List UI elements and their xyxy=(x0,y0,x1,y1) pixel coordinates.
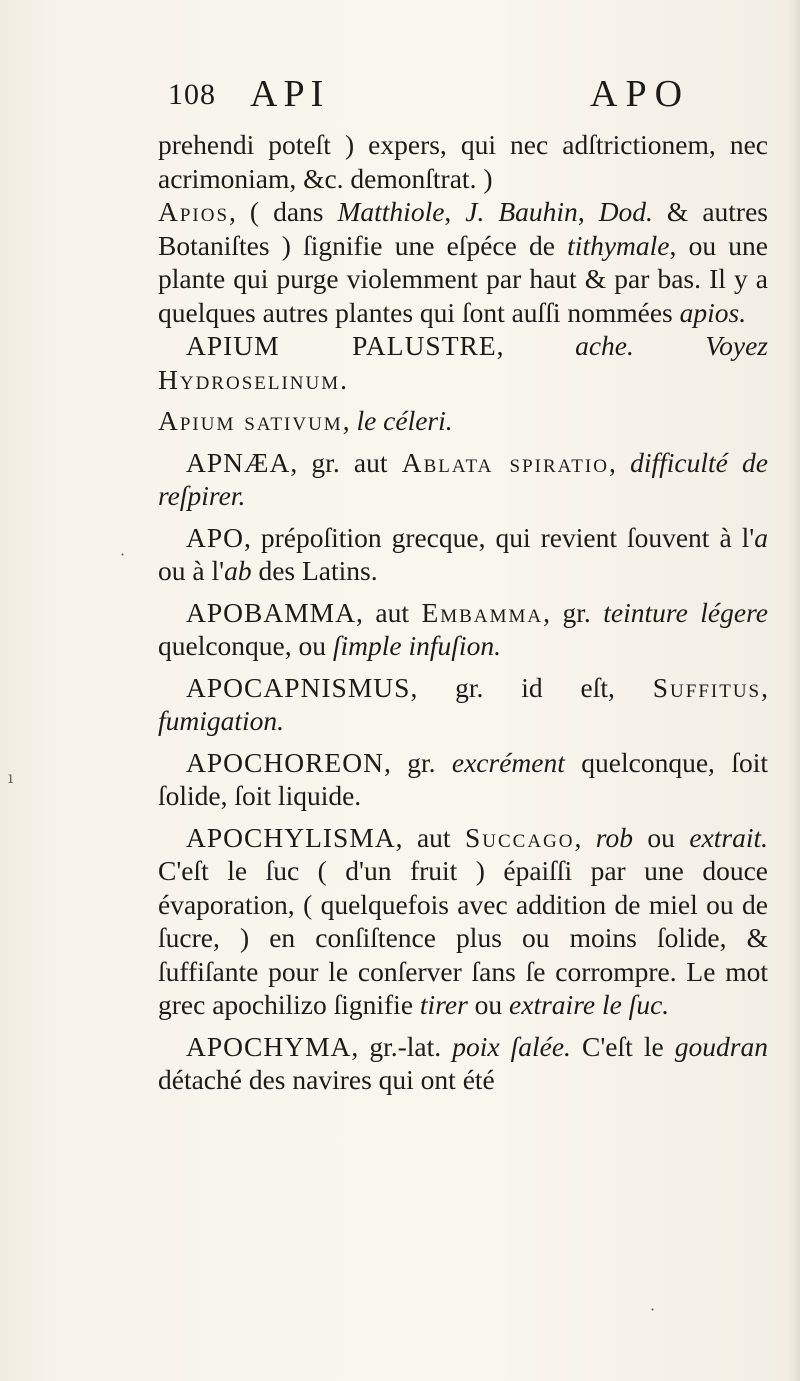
entry-text: , gr. id eſt, xyxy=(410,671,653,703)
entry-headword: APOBAMMA xyxy=(186,596,356,628)
entry-small-caps: Succago xyxy=(464,821,575,853)
entry-italic: a xyxy=(754,521,768,553)
entry-apocapnismus xyxy=(158,671,768,738)
entry-small-caps: Hydroselinum. xyxy=(158,363,350,395)
entry-italic: ſimple infuſion. xyxy=(332,630,501,661)
entry-italic: Matthiole xyxy=(337,196,445,227)
entry-headword: APIUM PALUSTRE xyxy=(186,330,497,361)
entry-text: , xyxy=(577,196,599,227)
entry-apochyma xyxy=(158,1030,768,1097)
entry-apo xyxy=(158,521,768,588)
entry-headword: Apium sativum xyxy=(158,405,343,436)
entry-italic: extraire le ſuc. xyxy=(509,989,670,1020)
entry-text: , ou une plante qui purge violemment par haut & par bas. Il y a quelques autres plantes qui ſont auſſi nommées xyxy=(158,229,768,328)
ink-speck: · xyxy=(650,1300,656,1319)
entry-text: , xyxy=(761,671,768,703)
entry-text: , gr. aut xyxy=(290,446,402,478)
entry-italic: goudran xyxy=(674,1030,768,1062)
entry-italic: Dod. xyxy=(598,196,653,227)
entry-text: ou xyxy=(467,989,510,1020)
page-edge-shadow xyxy=(788,0,800,1381)
entry-text: , xyxy=(342,405,357,436)
entry-italic: poix ſalée. xyxy=(452,1030,571,1062)
entry-text: , gr. xyxy=(383,746,452,778)
entry-headword: APOCHYLISMA xyxy=(186,821,396,853)
entry-text: quelconque, ſoit ſolide, ſoit liquide. xyxy=(158,746,768,811)
ink-speck: · xyxy=(120,545,126,564)
entry-text: détaché des navires qui ont été xyxy=(158,1064,495,1095)
entry-text: C'eſt le xyxy=(570,1030,675,1062)
entry-apnaea xyxy=(158,446,768,513)
entry-italic: excrément xyxy=(451,746,565,778)
entry-italic: difficulté de reſpirer. xyxy=(158,446,768,511)
entry-headword: APO xyxy=(186,521,245,553)
entry-italic: tithymale xyxy=(567,229,670,261)
running-header xyxy=(168,70,708,120)
entry-italic: le céleri. xyxy=(356,405,453,436)
entry-italic: tirer xyxy=(419,989,468,1020)
entry-text: , gr. xyxy=(543,596,604,628)
entry-headword: APOCAPNISMUS xyxy=(186,671,411,703)
header-right-word: APO xyxy=(590,73,691,115)
entry-text: , xyxy=(444,196,466,227)
entry-italic: fumigation. xyxy=(158,705,285,736)
entry-text: , ( dans xyxy=(229,196,338,227)
entry-text: , prépoſition grecque, qui revient ſouvent à l' xyxy=(244,521,755,553)
entry-apobamma xyxy=(158,596,768,663)
entry-text: prehendi poteſt ) expers, qui nec adſtrictionem, nec acrimoniam, &c. demonſtrat. ) xyxy=(158,129,768,194)
entry-small-caps: Suffitus xyxy=(652,671,762,703)
ink-speck: ı xyxy=(8,768,14,787)
entry-small-caps: Embamma xyxy=(421,596,544,628)
entry-headword: APNÆA xyxy=(186,446,291,478)
entry-italic: rob xyxy=(595,821,633,853)
entry-text: , aut xyxy=(355,596,422,628)
entry-headword: APOCHYMA xyxy=(186,1030,352,1062)
entry-apochoreon xyxy=(158,746,768,813)
entry-text: des Latins. xyxy=(251,555,378,586)
entry-italic: ache. Voyez xyxy=(575,330,768,361)
entry-headword: APOCHOREON xyxy=(186,746,384,778)
entry-apochylisma xyxy=(158,821,768,1022)
entry-small-caps: Ablata spiratio xyxy=(401,446,609,478)
entry-italic: apios. xyxy=(679,296,747,328)
entry-apium-sativum xyxy=(158,404,768,438)
entry-apios xyxy=(158,195,768,329)
header-left-word: API xyxy=(250,73,330,115)
entry-text: , gr.-lat. xyxy=(351,1030,453,1062)
entry-text: ou xyxy=(632,821,690,853)
entry-continuation xyxy=(158,128,768,195)
entry-text: ou à l' xyxy=(158,555,225,586)
entry-text: quelconque, ou xyxy=(158,630,333,661)
entry-italic: extrait. xyxy=(689,821,768,853)
entry-apium-palustre xyxy=(158,329,768,396)
entry-text: , xyxy=(574,821,596,853)
page-number: 108 xyxy=(168,78,216,111)
entry-text: , aut xyxy=(395,821,465,853)
entry-italic: teinture légere xyxy=(603,596,768,628)
entry-headword: Apios xyxy=(158,196,230,227)
entry-text: C'eſt le ſuc ( d'un fruit ) épaiſſi par une douce évaporation, ( quelquefois avec addition de miel ou de ſucre, ) en conſiſtence plus ou moins ſolide, & ſuffiſante pour le conſerver ſans ſe corrompre. Le mot grec apochilizo ſignifie xyxy=(158,855,768,1020)
entry-text: , xyxy=(496,330,576,361)
entry-italic: ab xyxy=(224,555,252,586)
entry-italic: J. Bauhin xyxy=(465,196,578,227)
dictionary-text xyxy=(158,128,768,1097)
entry-text: , xyxy=(608,446,631,478)
entry-text: & autres Botaniſtes ) ſignifie une eſpéce de xyxy=(158,196,768,261)
